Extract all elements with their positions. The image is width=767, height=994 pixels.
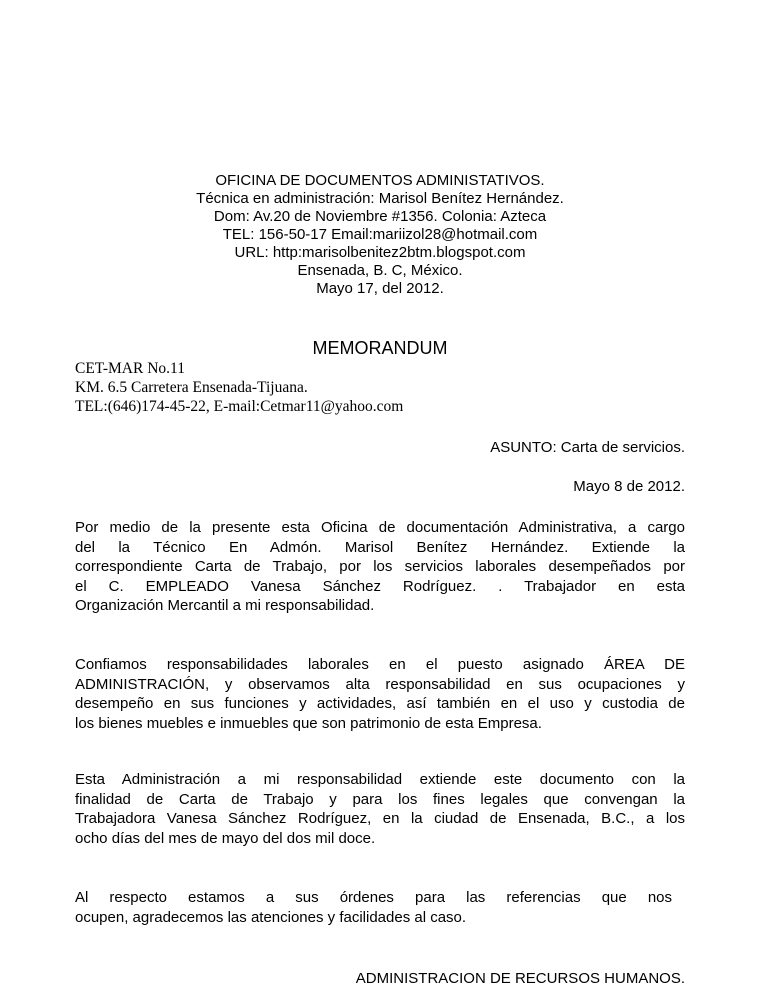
paragraph-line: desempeño en sus funciones y actividades, así también en el uso y custodia de bbox=[75, 695, 685, 712]
recipient-block bbox=[75, 359, 685, 416]
paragraph-3 bbox=[75, 770, 685, 848]
recipient-name: CET-MAR No.11 bbox=[75, 360, 185, 377]
letter-date: Mayo 8 de 2012. bbox=[573, 478, 685, 495]
document-title: MEMORANDUM bbox=[312, 338, 448, 358]
signature: ADMINISTRACION DE RECURSOS HUMANOS. bbox=[355, 970, 685, 987]
paragraph-line: correspondiente Carta de Trabajo, por los servicios laborales desempeñados por bbox=[75, 558, 685, 575]
paragraph-line: los bienes muebles e inmuebles que son patrimonio de esta Empresa. bbox=[75, 714, 542, 732]
letterhead-technician: Técnica en administración: Marisol Benítez Hernández. bbox=[196, 190, 564, 207]
subject-line: ASUNTO: Carta de servicios. bbox=[490, 439, 685, 456]
paragraph-line: ocho días del mes de mayo del dos mil doce. bbox=[75, 829, 376, 847]
recipient-address: KM. 6.5 Carretera Ensenada-Tijuana. bbox=[75, 379, 308, 396]
letterhead-office: OFICINA DE DOCUMENTOS ADMINISTATIVOS. bbox=[215, 172, 545, 189]
recipient-contact: TEL:(646)174-45-22, E-mail:Cetmar11@yahoo.com bbox=[75, 398, 404, 415]
paragraph-line: el C. EMPLEADO Vanesa Sánchez Rodríguez. . Trabajador en esta bbox=[75, 577, 685, 595]
letterhead-url: URL: http:marisolbenitez2btm.blogspot.com bbox=[234, 244, 526, 261]
paragraph-line: Organización Mercantil a mi responsabilidad. bbox=[75, 597, 375, 614]
paragraph-line: Al respecto estamos a sus órdenes para las referencias que nos bbox=[75, 889, 672, 906]
paragraph-line: Por medio de la presente esta Oficina de documentación Administrativa, a cargo bbox=[75, 519, 685, 536]
paragraph-line: Trabajadora Vanesa Sánchez Rodríguez, en la ciudad de Ensenada, B.C., a los bbox=[75, 810, 685, 827]
paragraph-2 bbox=[75, 655, 685, 733]
paragraph-4 bbox=[75, 888, 672, 927]
paragraph-line: Esta Administración a mi responsabilidad extiende este documento con la bbox=[75, 771, 685, 788]
paragraph-line: ocupen, agradecemos las atenciones y facilidades al caso. bbox=[75, 908, 467, 926]
letterhead-contact: TEL: 156-50-17 Email:mariizol28@hotmail.com bbox=[222, 226, 538, 243]
paragraph-line: finalidad de Carta de Trabajo y para los fines legales que convengan la bbox=[75, 790, 685, 808]
paragraph-line: ADMINISTRACIÓN, y observamos alta responsabilidad en sus ocupaciones y bbox=[75, 675, 685, 693]
paragraph-line: Confiamos responsabilidades laborales en el puesto asignado ÁREA DE bbox=[75, 656, 685, 673]
letterhead-date: Mayo 17, del 2012. bbox=[316, 280, 444, 297]
letterhead-city: Ensenada, B. C, México. bbox=[297, 262, 463, 279]
paragraph-line: del la Técnico En Admón. Marisol Benítez Hernández. Extiende la bbox=[75, 538, 685, 556]
letterhead bbox=[75, 172, 685, 298]
letterhead-address: Dom: Av.20 de Noviembre #1356. Colonia: Azteca bbox=[213, 208, 547, 225]
paragraph-1 bbox=[75, 518, 685, 616]
